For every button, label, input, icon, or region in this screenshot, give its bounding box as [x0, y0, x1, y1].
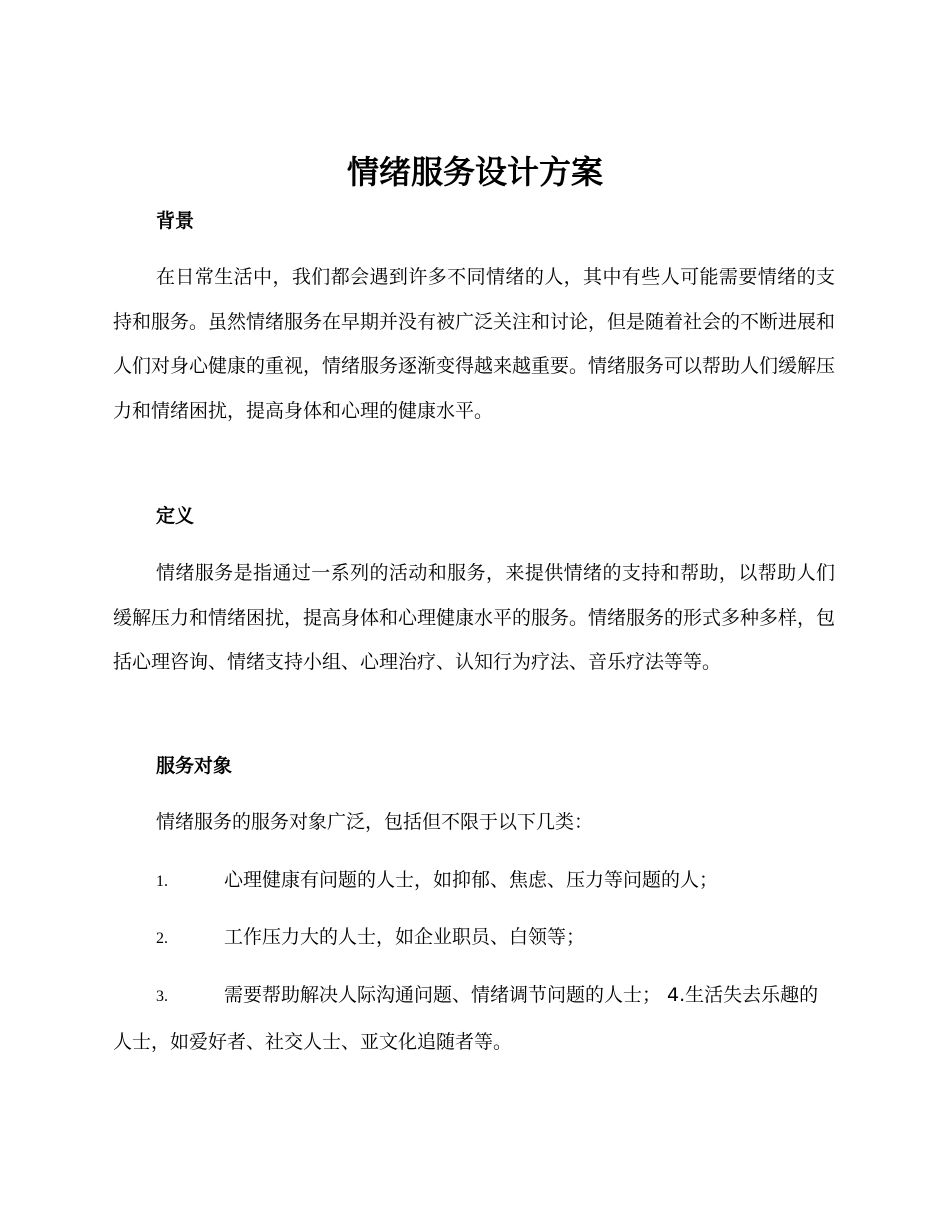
list-item-number: 2.: [156, 930, 168, 947]
page-title: 情绪服务设计方案: [346, 153, 603, 191]
paragraph-definition: 情绪服务是指通过一系列的活动和服务，来提供情绪的支持和帮助，以帮助人们缓解压力和情绪困扰，提高身体和心理健康水平的服务。情绪服务的形式多种多样，包括心理咨询、情绪支持小组、心理治疗、认知行为疗法、音乐疗法等等。: [113, 562, 836, 673]
list-item-text: 心理健康有问题的人士，如抑郁、焦虑、压力等问题的人；: [224, 869, 719, 891]
list-item-text: 工作压力大的人士，如企业职员、白领等；: [224, 926, 586, 948]
list-item: [113, 915, 835, 962]
paragraph-service-targets: 情绪服务的服务对象广泛，包括但不限于以下几类：: [156, 811, 594, 833]
list-item-number: 1.: [156, 873, 168, 890]
section-heading-definition: 定义: [156, 505, 195, 527]
list-item: [113, 858, 835, 905]
list-item: [113, 973, 835, 1064]
section-heading-background: 背景: [156, 210, 195, 232]
list-item-text: 需要帮助解决人际沟通问题、情绪调节问题的人士； 4.生活失去乐趣的人士，如爱好者、社交人士、亚文化追随者等。: [113, 984, 819, 1053]
section-heading-service-targets: 服务对象: [156, 755, 233, 777]
list-item-number: 3.: [156, 988, 168, 1005]
paragraph-background: 在日常生活中，我们都会遇到许多不同情绪的人，其中有些人可能需要情绪的支持和服务。虽然情绪服务在早期并没有被广泛关注和讨论，但是随着社会的不断进展和人们对身心健康的重视，情绪服务逐渐变得越来越重要。情绪服务可以帮助人们缓解压力和情绪困扰，提高身体和心理的健康水平。: [113, 266, 836, 422]
